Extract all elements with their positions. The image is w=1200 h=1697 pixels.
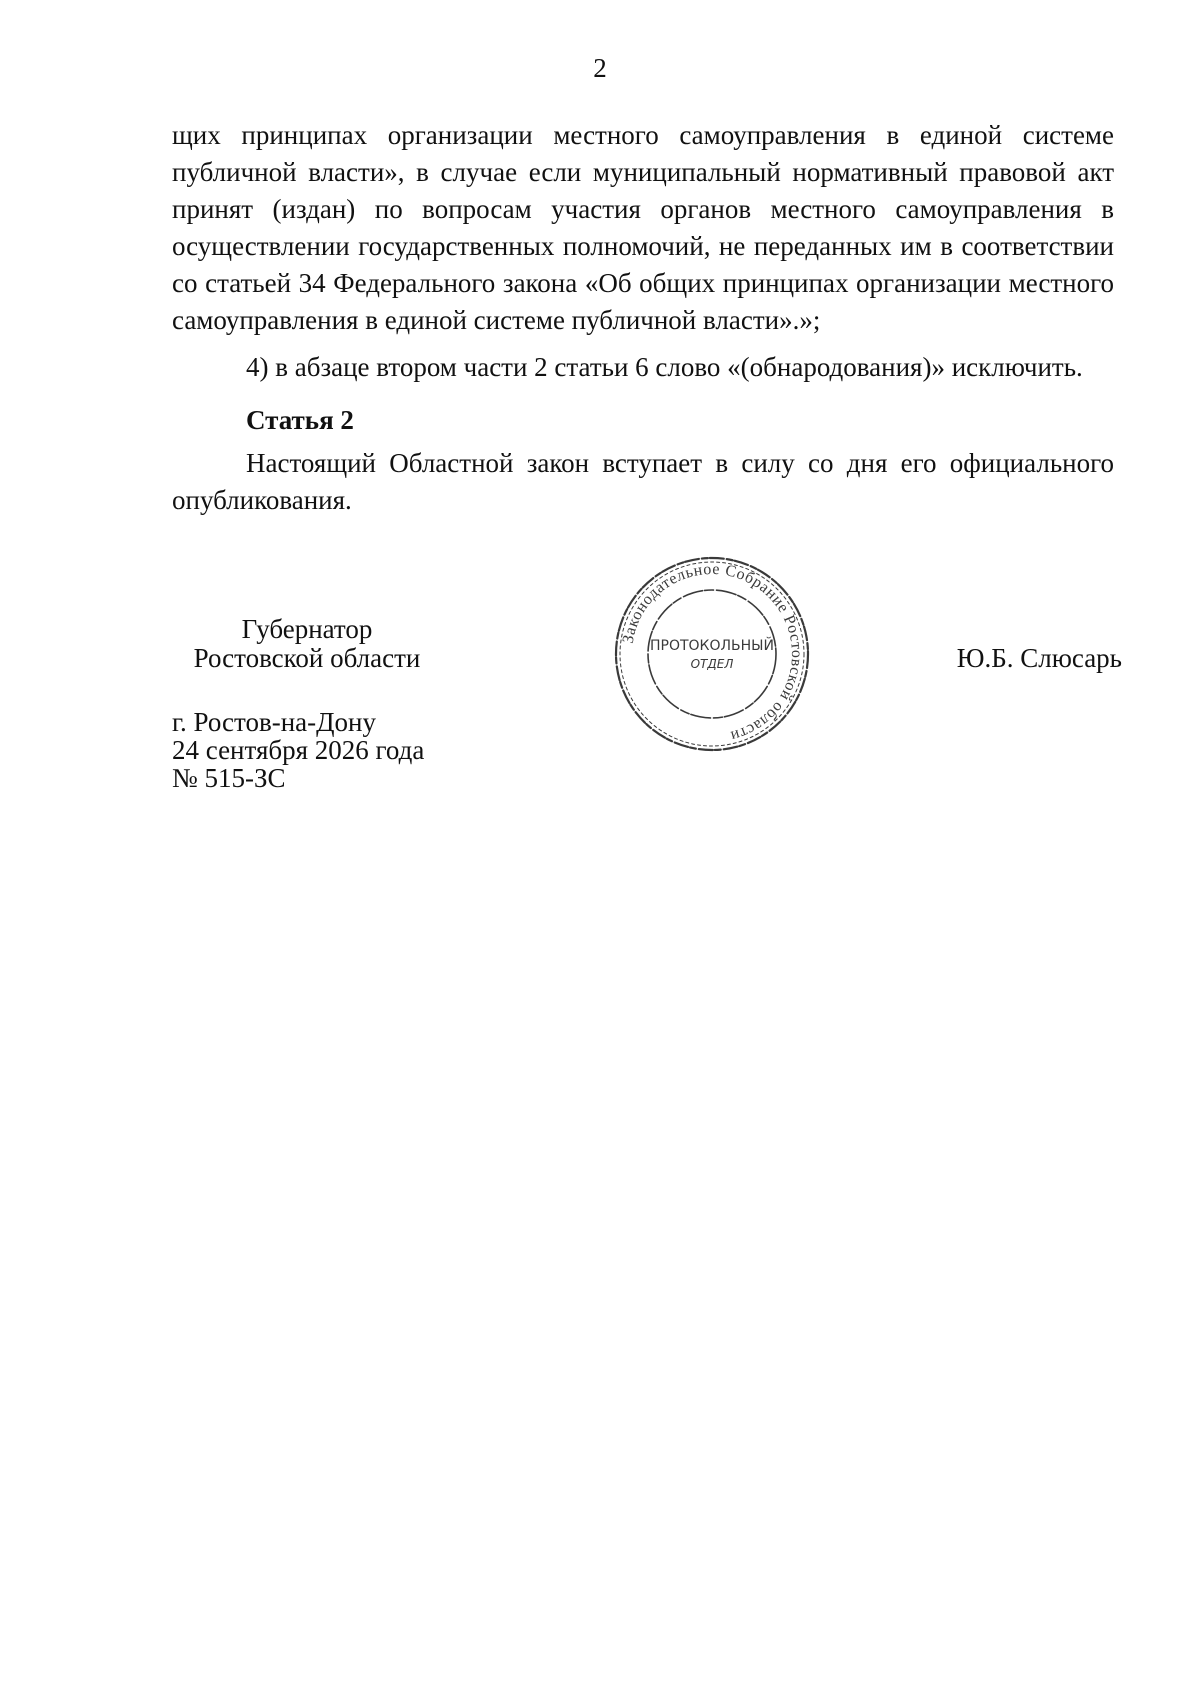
signer-title — [172, 615, 442, 673]
signer-title-line-1: Губернатор — [241, 614, 373, 644]
date: 24 сентября 2026 года — [172, 735, 425, 765]
law-number: № 515-ЗС — [172, 763, 286, 793]
signer-name: Ю.Б. Слюсарь — [956, 643, 1122, 673]
paragraph-continuation: щих принципах организации местного самоуправления в единой системе публичной власти», в случае если муниципальный нормативный правовой акт принят (издан) по вопросам участия органов местного самоуправления в осуществлении государственных полномочий, не переданных им в соответствии со статьей 34 Федерального закона «Об общих принципах организации местного самоуправления в единой системе публичной власти».»; — [172, 120, 1114, 335]
article-text: Настоящий Областной закон вступает в силу со дня его официального опубликования. — [172, 448, 1114, 515]
city: г. Ростов-на-Дону — [172, 707, 377, 737]
article-heading: Статья 2 — [246, 405, 354, 435]
page-number: 2 — [593, 53, 607, 83]
signer-title-line-2: Ростовской области — [193, 643, 421, 673]
official-seal — [608, 554, 816, 754]
seal-center-line-2: ОТДЕЛ — [690, 657, 734, 671]
paragraph-item-4: 4) в абзаце втором части 2 статьи 6 слово «(обнародования)» исключить. — [246, 352, 1083, 382]
seal-ring-text: Законодательное Собрание Ростовской области — [619, 560, 806, 745]
document-body — [172, 117, 1114, 519]
seal-center-line-1: ПРОТОКОЛЬНЫЙ — [649, 638, 775, 654]
place-date-block — [172, 708, 424, 792]
